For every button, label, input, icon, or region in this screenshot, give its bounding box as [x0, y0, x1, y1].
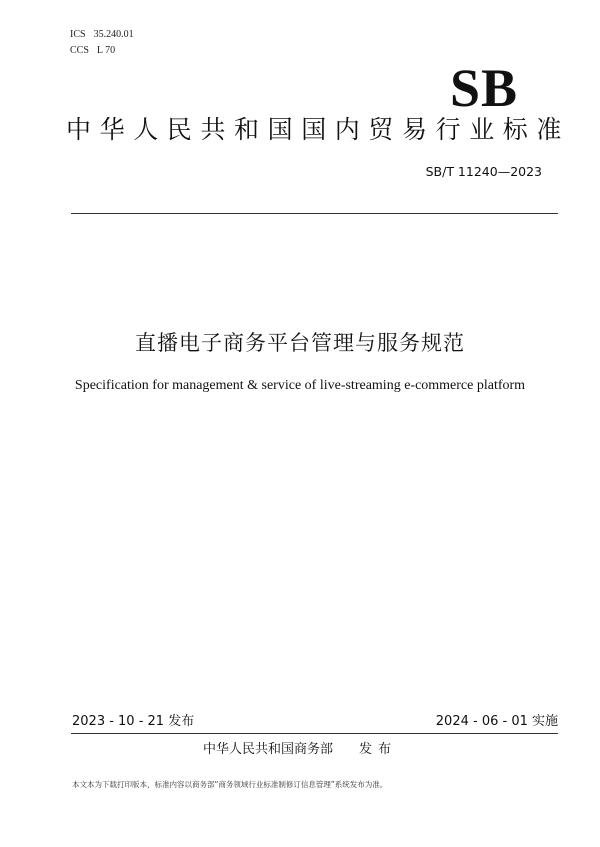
ccs-label: CCS — [70, 45, 89, 56]
publisher-name: 中华人民共和国商务部 — [202, 742, 333, 757]
bottom-divider — [71, 733, 558, 734]
top-divider — [71, 213, 558, 214]
ccs-code: L 70 — [96, 45, 116, 56]
ics-classification — [70, 29, 134, 41]
ccs-classification — [70, 45, 115, 57]
standard-logo: SB — [449, 58, 518, 118]
standard-number: SB/T 11240—2023 — [425, 164, 542, 179]
download-footnote: 本文本为下载打印版本，标准内容以商务部“商务领域行业标准制修订信息管理”系统发布为准。 — [72, 780, 388, 789]
document-title-chinese: 直播电子商务平台管理与服务规范 — [135, 331, 465, 355]
document-title-english: Specification for management & service of live-streaming e-commerce platform — [74, 378, 526, 393]
ics-label: ICS — [70, 29, 86, 40]
issue-date: 2023 - 10 - 21 发布 — [72, 714, 195, 729]
implementation-date: 2024 - 06 - 01 实施 — [435, 714, 558, 729]
publish-action: 发布 — [359, 742, 398, 757]
publisher-line — [0, 741, 600, 759]
ics-code: 35.240.01 — [93, 29, 134, 40]
issuer-title: 中华人民共和国国内贸易行业标准 — [66, 115, 571, 144]
